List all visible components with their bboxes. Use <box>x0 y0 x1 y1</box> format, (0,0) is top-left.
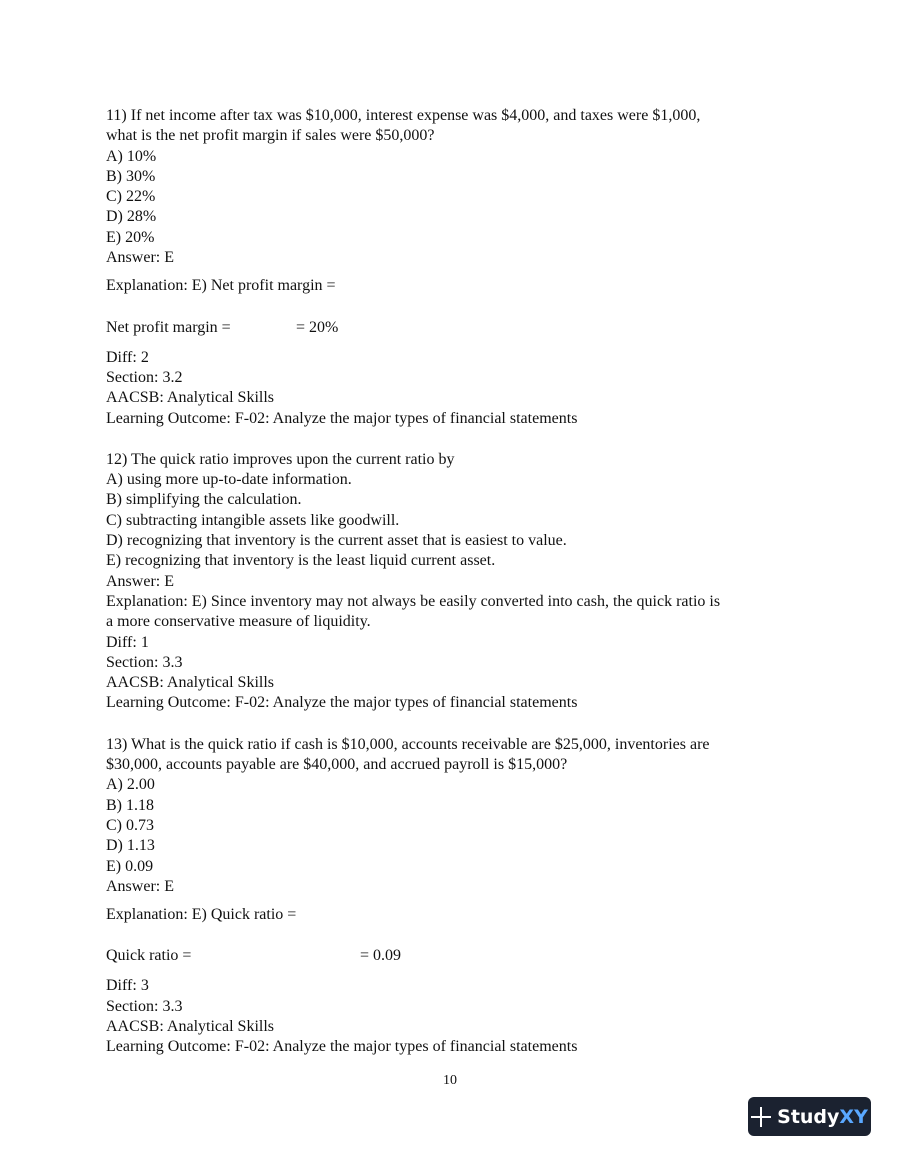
option-b: B) simplifying the calculation. <box>106 491 302 509</box>
question-stem: 11) If net income after tax was $10,000, interest expense was $4,000, and taxes were $1,000, <box>106 107 701 124</box>
option-d: D) 1.13 <box>106 837 155 855</box>
aacsb: AACSB: Analytical Skills <box>106 674 275 692</box>
answer: Answer: E <box>106 572 174 590</box>
learning-outcome: Learning Outcome: F-02: Analyze the major types of financial statements <box>106 409 578 427</box>
question-13 <box>106 735 806 1058</box>
option-e: E) 20% <box>106 228 155 246</box>
explanation: a more conservative measure of liquidity. <box>106 613 371 631</box>
aacsb: AACSB: Analytical Skills <box>106 1017 275 1035</box>
badge-label <box>777 1106 868 1128</box>
option-a: A) 2.00 <box>106 776 155 794</box>
option-b: B) 30% <box>106 167 156 185</box>
aacsb: AACSB: Analytical Skills <box>106 389 275 407</box>
formula-result: = 20% <box>296 318 339 336</box>
option-d: D) 28% <box>106 208 157 226</box>
explanation: Explanation: E) Since inventory may not always be easily converted into cash, the quick ratio is <box>106 592 721 610</box>
question-11 <box>106 106 806 429</box>
question-stem: 13) What is the quick ratio if cash is $10,000, accounts receivable are $25,000, inventories are <box>106 735 710 753</box>
option-d: D) recognizing that inventory is the current asset that is easiest to value. <box>106 532 567 550</box>
badge-word-study: Study <box>777 1105 840 1128</box>
answer: Answer: E <box>106 877 174 895</box>
plus-icon <box>751 1107 771 1127</box>
question-stem: 12) The quick ratio improves upon the current ratio by <box>106 450 455 468</box>
option-a: A) using more up-to-date information. <box>106 471 352 489</box>
section: Section: 3.3 <box>106 653 183 671</box>
explanation: Explanation: E) Net profit margin = <box>106 277 336 295</box>
formula-result: = 0.09 <box>360 947 402 965</box>
section: Section: 3.3 <box>106 997 183 1015</box>
formula-line <box>106 946 806 966</box>
option-e: E) 0.09 <box>106 857 154 875</box>
badge-word-xy: XY <box>839 1105 868 1128</box>
option-e: E) recognizing that inventory is the least liquid current asset. <box>106 552 496 570</box>
page-number: 10 <box>443 1073 457 1088</box>
option-b: B) 1.18 <box>106 796 154 814</box>
document-body <box>106 106 806 1058</box>
section: Section: 3.2 <box>106 368 183 386</box>
difficulty: Diff: 1 <box>106 633 149 651</box>
option-a: A) 10% <box>106 147 157 165</box>
option-c: C) 0.73 <box>106 816 154 834</box>
explanation: Explanation: E) Quick ratio = <box>106 906 297 924</box>
learning-outcome: Learning Outcome: F-02: Analyze the major types of financial statements <box>106 1038 578 1056</box>
studyxy-badge[interactable] <box>748 1097 871 1136</box>
option-c: C) subtracting intangible assets like goodwill. <box>106 511 400 529</box>
difficulty: Diff: 3 <box>106 977 149 995</box>
question-stem: $30,000, accounts payable are $40,000, and accrued payroll is $15,000? <box>106 756 568 774</box>
question-stem: what is the net profit margin if sales were $50,000? <box>106 127 435 145</box>
option-c: C) 22% <box>106 188 156 206</box>
formula-label: Quick ratio = <box>106 947 192 965</box>
formula-label: Net profit margin = <box>106 318 231 336</box>
learning-outcome: Learning Outcome: F-02: Analyze the major types of financial statements <box>106 694 578 712</box>
formula-line <box>106 318 806 338</box>
answer: Answer: E <box>106 249 174 267</box>
question-12 <box>106 450 806 714</box>
difficulty: Diff: 2 <box>106 348 149 366</box>
